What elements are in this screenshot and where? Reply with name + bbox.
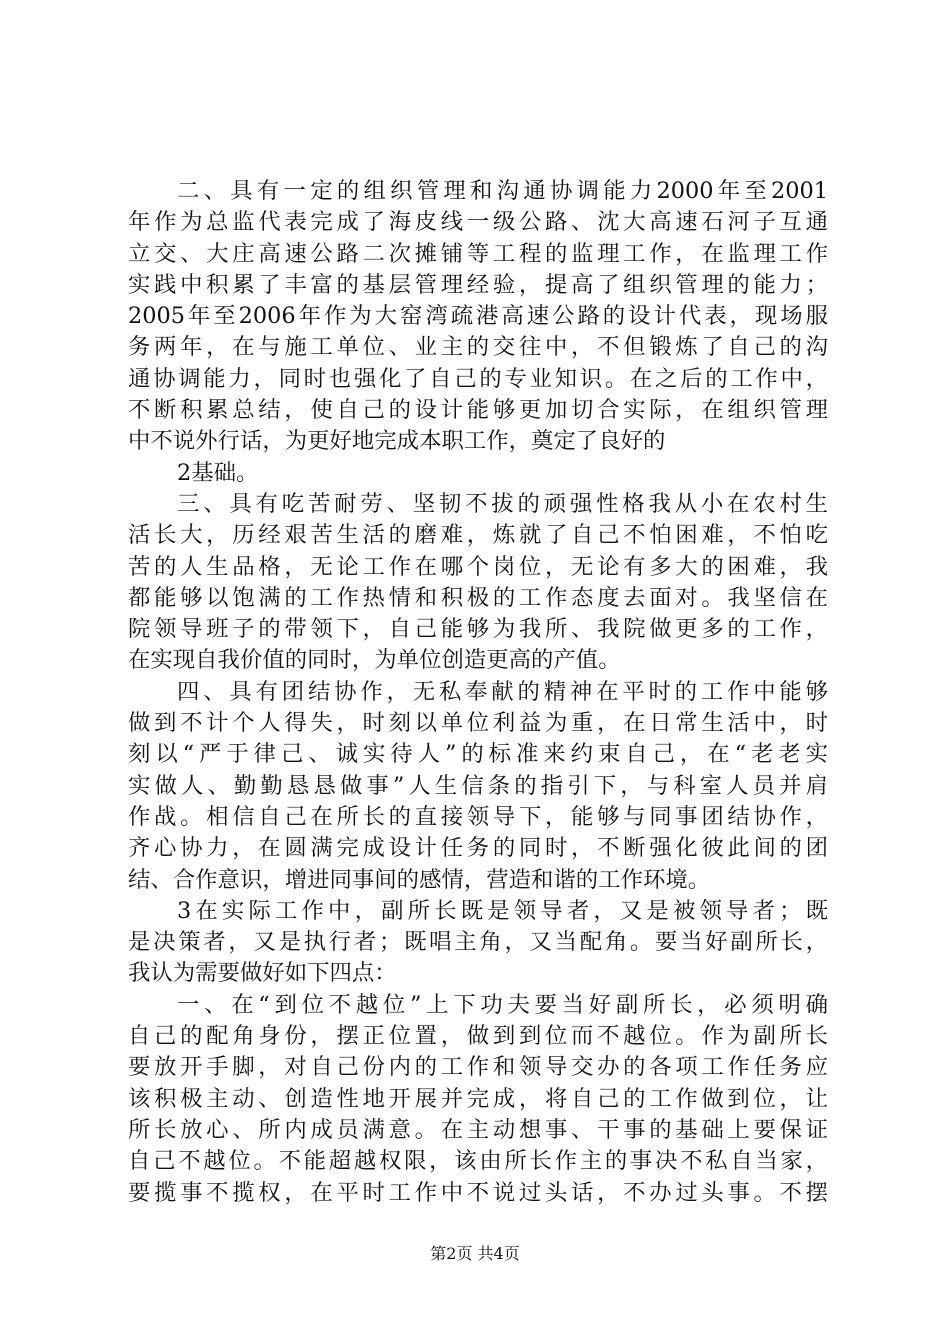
text-line: 齐心协力，在圆满完成设计任务的同时，不断强化彼此间的团	[128, 835, 828, 862]
text-line: 年作为总监代表完成了海皮线一级公路、沈大高速石河子互通	[128, 209, 828, 236]
text-line: 结、合作意识，增进同事间的感情，营造和谐的工作环境。	[128, 866, 711, 893]
text-line: 院领导班子的带领下，自己能够为我所、我院做更多的工作，	[128, 616, 828, 643]
text-line: 我认为需要做好如下四点：	[128, 960, 397, 987]
page-number: 第2页 共4页	[430, 1244, 520, 1263]
text-line: 不断积累总结，使自己的设计能够更加切合实际，在组织管理	[128, 397, 828, 424]
text-line: 自己的配角身份，摆正位置，做到到位而不越位。作为副所长	[128, 1023, 828, 1050]
text-line: 立交、大庄高速公路二次摊铺等工程的监理工作，在监理工作	[128, 240, 828, 267]
text-line: 四、具有团结协作，无私奉献的精神在平时的工作中能够	[177, 678, 828, 705]
text-line: 二、具有一定的组织管理和沟通协调能力2000年至2001	[177, 178, 828, 204]
text-line: 2005年至2006年作为大窑湾疏港高速公路的设计代表，现场服	[128, 303, 828, 330]
document-body	[128, 176, 828, 1209]
text-line: 三、具有吃苦耐劳、坚韧不拔的顽强性格我从小在农村生	[177, 490, 828, 517]
text-line: 要放开手脚，对自己份内的工作和领导交办的各项工作任务应	[128, 1054, 828, 1081]
text-line: 刻以“严于律己、诚实待人”的标准来约束自己，在“老老实	[128, 741, 828, 768]
text-line: 实做人、勤勤恳恳做事”人生信条的指引下，与科室人员并肩	[128, 772, 828, 799]
text-line: 做到不计个人得失，时刻以单位利益为重，在日常生活中，时	[128, 710, 828, 737]
text-line: 一、在“到位不越位”上下功夫要当好副所长，必须明确	[177, 991, 828, 1018]
page-footer	[0, 1242, 950, 1266]
text-line: 都能够以饱满的工作热情和积极的工作态度去面对。我坚信在	[128, 584, 828, 611]
text-line: 3在实际工作中，副所长既是领导者，又是被领导者；既	[177, 897, 828, 924]
text-line: 通协调能力，同时也强化了自己的专业知识。在之后的工作中，	[128, 365, 828, 392]
text-line: 作战。相信自己在所长的直接领导下，能够与同事团结协作，	[128, 803, 828, 830]
text-line: 自己不越位。不能超越权限，该由所长作主的事决不私自当家，	[128, 1148, 828, 1175]
text-line: 中不说外行话，为更好地完成本职工作，奠定了良好的	[128, 428, 666, 455]
text-line: 实践中积累了丰富的基层管理经验，提高了组织管理的能力；	[128, 271, 828, 298]
text-line: 该积极主动、创造性地开展并完成，将自己的工作做到位，让	[128, 1085, 828, 1112]
text-line: 苦的人生品格，无论工作在哪个岗位，无论有多大的困难，我	[128, 553, 828, 580]
text-line: 2基础。	[177, 459, 259, 486]
text-line: 活长大，历经艰苦生活的磨难，炼就了自己不怕困难，不怕吃	[128, 522, 828, 549]
text-line: 要揽事不揽权，在平时工作中不说过头话，不办过头事。不摆	[128, 1179, 828, 1206]
text-line: 务两年，在与施工单位、业主的交往中，不但锻炼了自己的沟	[128, 334, 828, 361]
text-line: 在实现自我价值的同时，为单位创造更高的产值。	[128, 647, 621, 674]
text-line: 所长放心、所内成员满意。在主动想事、干事的基础上要保证	[128, 1116, 828, 1143]
text-line: 是决策者，又是执行者；既唱主角，又当配角。要当好副所长，	[128, 929, 828, 956]
